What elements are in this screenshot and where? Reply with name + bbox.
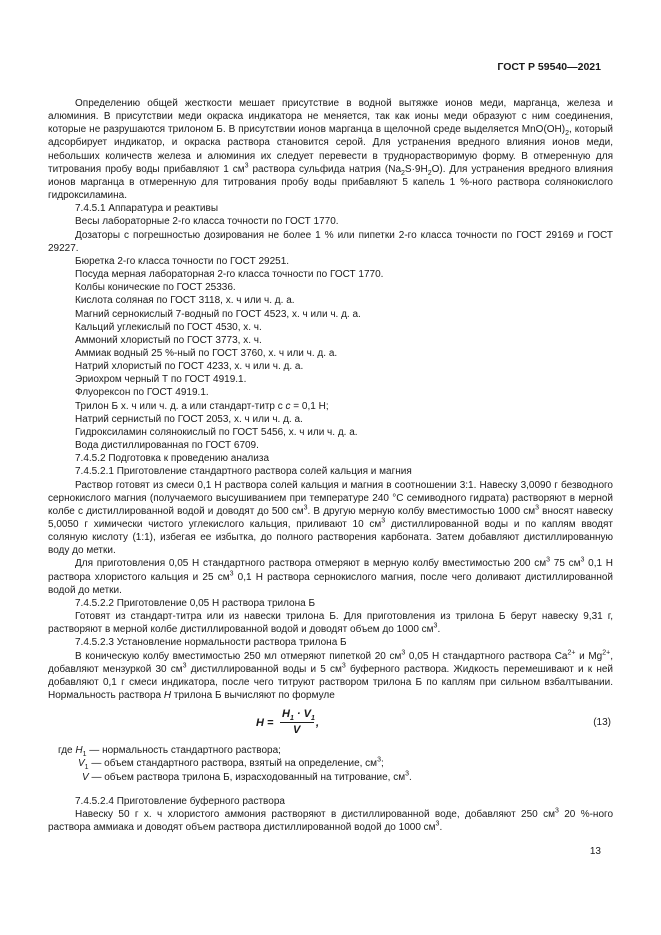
interference-paragraph: Определению общей жесткости мешает присутствие в водной вытяжке ионов меди, марганца, железа и алюминия. В присутствии меди окраска индикатора не меняется, так как ионы меди образуют с ним соединения, которые не разрушаются трилоном Б. В присутствии ионов марганца в щелочной среде выделяется $MnO(OH)_2$, который адсорбирует индикатор, и окраска раствора становится серой. Для устранения вредного влияния ионов меди, небольших количеств железа и алюминия их следует перевести в труднорастворимую форму. В отмеренную для титрования пробу воды прибавляют 1 $см^3$ раствора сульфида натрия $(Na_2S\cdot 9H_2O)$. Для устранения вредного влияния ионов марганца в отмеренную для титрования пробу воды прибавляют 5 капель 1 %-ного раствора солянокислого гидроксиламина. (48, 98, 613, 202)
equipment-item: Флуорексон по ГОСТ 4919.1. (75, 387, 209, 399)
normality-paragraph: В коническую колбу вместимостью 250 мл отмеряют пипеткой 20 $см^3$ 0,05 Н стандартного раствора $Ca^{2+}$ и $Mg^{2+}$, добавляют мензуркой 30 $см^3$ дистиллированной воды и 5 $см^3$ буферного раствора. Жидкость перемешивают и к ней добавляют 0,1 г смеси индикатора, после чего титруют раствором трилона Б по каплям при сильном взбалтывании. Нормальность раствора H трилона Б вычисляют по формуле (48, 649, 614, 702)
formula-numerator: $H_1 \cdot V_1$ (282, 708, 315, 723)
section-7-4-5-2-heading: 7.4.5.2 Подготовка к проведению анализа (75, 453, 269, 465)
equipment-item: Вода дистиллированная по ГОСТ 6709. (75, 440, 259, 452)
standard-solution-paragraph: Раствор готовят из смеси 0,1 Н раствора солей кальция и магния в соотношении 3:1. Навеску 3,0090 г безводного сернокислого магния (получаемого высушиванием при температуре 240 °С семиводного гидрата) растворяют в мерной колбе с дистиллированной водой и доводят до 500 $см^3$. В другую мерную колбу вместимостью 1000 $см^3$ вносят навеску 5,0050 г химически чистого углекислого кальция, приливают 10 $см^3$ дистиллированной воды и по каплям вводят соляную кислоту (1:1), избегая ее избытка, до полного растворения карбоната. Затем добавляют дистиллированную воду до метки. (48, 479, 614, 557)
section-7-4-5-1-heading: 7.4.5.1 Аппаратура и реактивы (75, 203, 219, 215)
equipment-item: Натрий хлористый по ГОСТ 4233, х. ч или ч. д. а. (75, 361, 304, 373)
equipment-item: Кальций углекислый по ГОСТ 4530, х. ч. (75, 321, 262, 333)
section-7-4-5-2-1-heading: 7.4.5.2.1 Приготовление стандартного раствора солей кальция и магния (75, 466, 412, 478)
section-7-4-5-2-3-heading: 7.4.5.2.3 Установление нормальности раствора трилона Б (75, 637, 347, 649)
equipment-item-trilon: Трилон Б х. ч или ч. д. а или стандарт-титр с c = 0,1 Н; (75, 400, 329, 412)
fraction-bar (280, 722, 314, 723)
equipment-item: Дозаторы с погрешностью дозирования не более 1 % или пипетки 2-го класса точности по ГОСТ 29169 и ГОСТ 29227. (48, 229, 613, 254)
equipment-item: Кислота соляная по ГОСТ 3118, х. ч или ч. д. а. (75, 295, 295, 307)
definition-v: V — объем раствора трилона Б, израсходованный на титрование, $см^3$. (82, 770, 412, 783)
equipment-item: Аммоний хлористый по ГОСТ 3773, х. ч. (75, 334, 262, 346)
equipment-item: Эриохром черный Т по ГОСТ 4919.1. (75, 374, 247, 386)
formula-comma: , (316, 717, 320, 730)
formula-definitions (48, 744, 613, 783)
section-7-4-5-2-4-heading: 7.4.5.2.4 Приготовление буферного раствора (75, 795, 285, 807)
trilon-preparation-paragraph: Готовят из стандарт-титра или из навески трилона Б. Для приготовления из трилона Б берут навеску 9,31 г, растворяют в мерной колбе дистиллированной водой и доводят объем до 1000 $см^3$. (48, 611, 613, 636)
equipment-item: Весы лабораторные 2-го класса точности по ГОСТ 1770. (75, 216, 339, 228)
equipment-item: Магний сернокислый 7-водный по ГОСТ 4523, х. ч или ч. д. а. (75, 308, 361, 320)
equipment-item: Посуда мерная лабораторная 2-го класса точности по ГОСТ 1770. (75, 269, 384, 281)
equipment-item: Натрий сернистый по ГОСТ 2053, х. ч или ч. д. а. (75, 413, 303, 425)
document-body (48, 97, 613, 834)
buffer-solution-paragraph: Навеску 50 г х. ч хлористого аммония растворяют в дистиллированной воде, добавляют 250 $см^3$ 20 %-ного раствора аммиака и доводят объем раствора дистиллированной водой до 1000 $см^3$. (48, 807, 614, 833)
standard-header: ГОСТ Р 59540—2021 (497, 61, 601, 73)
equation-number: (13) (593, 717, 611, 729)
section-7-4-5-2-2-heading: 7.4.5.2.2 Приготовление 0,05 Н раствора трилона Б (75, 597, 316, 609)
equipment-item: Колбы конические по ГОСТ 25336. (75, 282, 236, 294)
dilution-paragraph: Для приготовления 0,05 Н стандартного раствора отмеряют в мерную колбу вместимостью 200 $см^3$ 75 $см^3$ 0,1 Н раствора хлористого кальция и 25 $см^3$ 0,1 Н раствора сернокислого магния, после чего доливают дистиллированной водой до метки. (48, 557, 613, 596)
equipment-item: Гидроксиламин солянокислый по ГОСТ 5456, х. ч или ч. д. а. (75, 426, 358, 438)
definition-v1: $V_1$ — объем стандартного раствора, взятый на определение, $см^3$; (78, 757, 384, 772)
page-number: 13 (589, 846, 601, 857)
formula-lhs: H = (256, 717, 274, 730)
formula-denominator: V (293, 724, 301, 737)
equipment-item: Аммиак водный 25 %-ный по ГОСТ 3760, х. ч или ч. д. а. (75, 347, 338, 359)
equipment-item: Бюретка 2-го класса точности по ГОСТ 29251. (75, 255, 290, 267)
definition-h1: где $H_1$ — нормальность стандартного раствора; (58, 745, 281, 759)
normality-formula (48, 704, 613, 742)
